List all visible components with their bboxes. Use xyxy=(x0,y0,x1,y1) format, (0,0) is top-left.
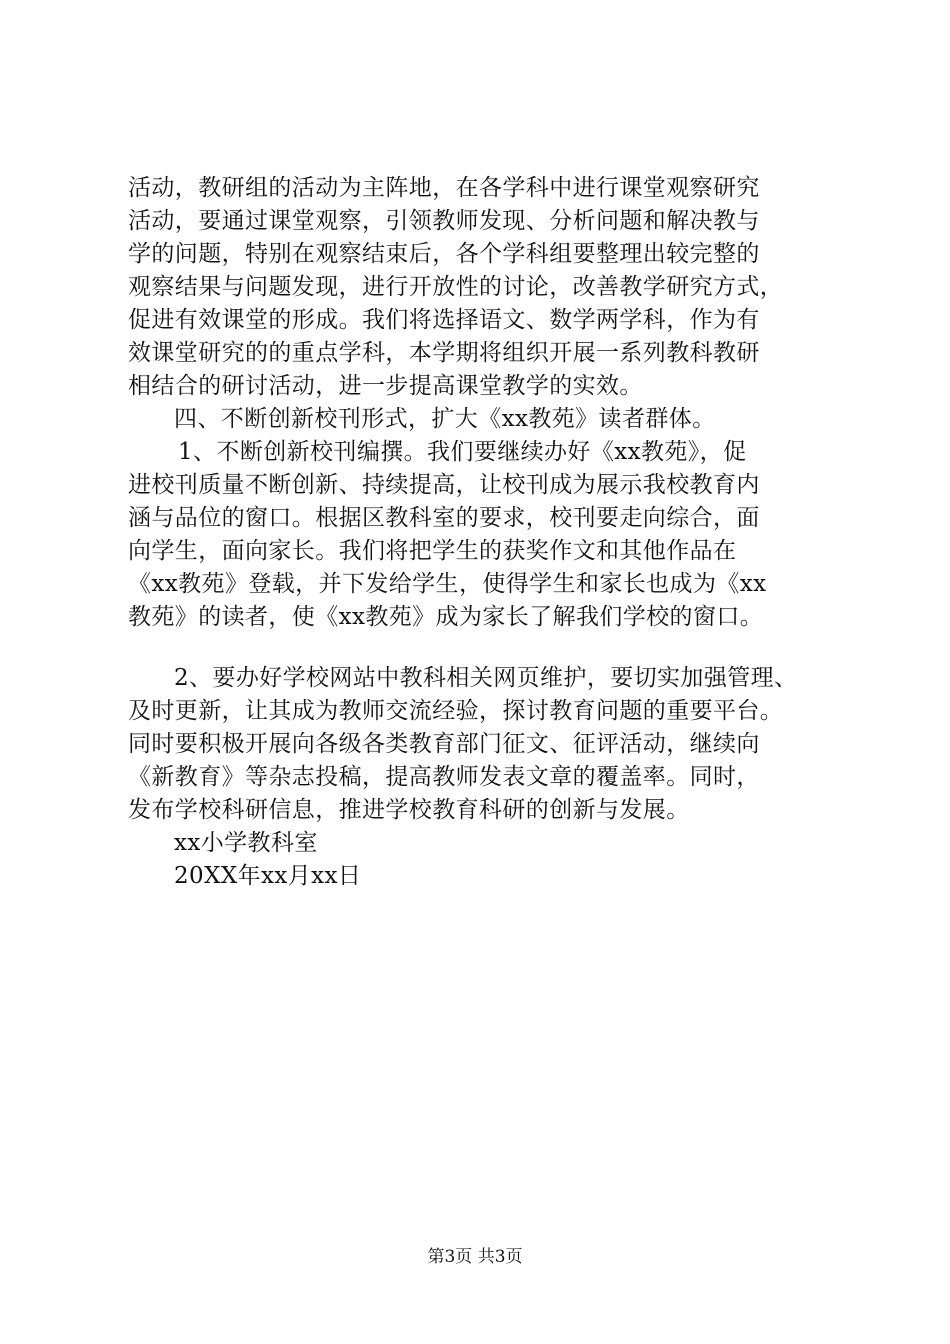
page-footer: 第3页 共3页 xyxy=(427,1247,523,1267)
item2-line: 发布学校科研信息，推进学校教育科研的创新与发展。 xyxy=(128,797,690,823)
section-heading: 四、不断创新校刊形式，扩大《xx教苑》读者群体。 xyxy=(174,406,716,432)
item1-line: 1、不断创新校刊编撰。我们要继续办好《xx教苑》，促 xyxy=(178,439,747,465)
document-body xyxy=(128,172,844,893)
paragraph-line: 观察结果与问题发现，进行开放性的讨论，改善教学研究方式， xyxy=(128,274,784,300)
date: 20XX年xx月xx日 xyxy=(174,863,362,889)
paragraph-gap xyxy=(128,634,844,662)
item1-line: 向学生，面向家长。我们将把学生的获奖作文和其他作品在 xyxy=(128,538,737,564)
paragraph-line: 相结合的研讨活动，进一步提高课堂教学的实效。 xyxy=(128,373,643,399)
item2-line: 及时更新，让其成为教师交流经验，探讨教育问题的重要平台。 xyxy=(128,698,784,724)
paragraph-line: 学的问题，特别在观察结束后，各个学科组要整理出较完整的 xyxy=(128,241,760,267)
paragraph-line: 促进有效课堂的形成。我们将选择语文、数学两学科，作为有 xyxy=(128,307,760,333)
item1-line: 《xx教苑》登载，并下发给学生，使得学生和家长也成为《xx xyxy=(128,571,767,597)
item1-line: 进校刊质量不断创新、持续提高，让校刊成为展示我校教育内 xyxy=(128,472,760,498)
signature: xx小学教科室 xyxy=(174,830,318,856)
item1-line: 涵与品位的窗口。根据区教科室的要求，校刊要走向综合，面 xyxy=(128,505,760,531)
item2-line: 同时要积极开展向各级各类教育部门征文、征评活动，继续向 xyxy=(128,731,760,757)
paragraph-line: 活动，教研组的活动为主阵地，在各学科中进行课堂观察研究 xyxy=(128,175,760,201)
paragraph-line: 活动，要通过课堂观察，引领教师发现、分析问题和解决教与 xyxy=(128,208,760,234)
paragraph-line: 效课堂研究的的重点学科，本学期将组织开展一系列教科教研 xyxy=(128,340,760,366)
item2-line: 2、要办好学校网站中教科相关网页维护，要切实加强管理、 xyxy=(174,665,798,691)
item2-line: 《新教育》等杂志投稿，提高教师发表文章的覆盖率。同时， xyxy=(128,764,760,790)
item1-line: 教苑》的读者，使《xx教苑》成为家长了解我们学校的窗口。 xyxy=(128,604,764,630)
